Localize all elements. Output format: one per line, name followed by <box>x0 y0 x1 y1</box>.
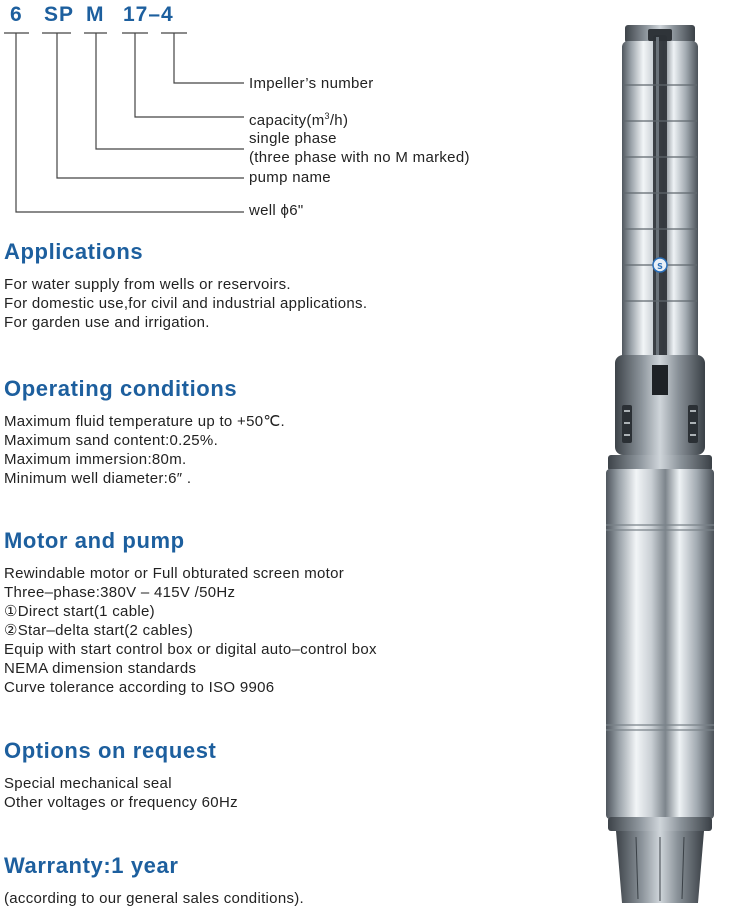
motor-pump-line: Rewindable motor or Full obturated screen motor <box>4 565 345 582</box>
operating-condition-line: Maximum immersion:80m. <box>4 451 187 468</box>
operating-conditions-heading: Operating conditions <box>4 376 238 401</box>
options-list <box>4 774 524 812</box>
warranty-line: (according to our general sales conditions). <box>4 890 305 907</box>
options-heading: Options on request <box>4 738 217 763</box>
legend-capacity: $capacity(m^3/h)$ <box>249 111 349 129</box>
operating-conditions-section <box>4 376 524 488</box>
motor-and-pump-list <box>4 564 524 697</box>
applications-line: For domestic use,for civil and industrial applications. <box>4 295 368 312</box>
options-section <box>4 738 524 812</box>
applications-line: For garden use and irrigation. <box>4 314 210 331</box>
motor-pump-line: Equip with start control box or digital auto–control box <box>4 641 377 658</box>
applications-list <box>4 275 524 332</box>
warranty-list <box>4 889 524 908</box>
legend-pump-name: pump name <box>249 169 331 186</box>
svg-text:S: S <box>657 262 663 271</box>
code-part-capacity-impellers: 17–4 <box>123 3 174 26</box>
code-part-pump-name: SP <box>44 3 75 26</box>
legend-impeller-number: Impeller’s number <box>249 75 374 92</box>
option-line: Other voltages or frequency 60Hz <box>4 794 238 811</box>
option-line: Special mechanical seal <box>4 775 172 792</box>
operating-condition-line: Maximum fluid temperature up to +50℃. <box>4 413 285 430</box>
submersible-pump-image <box>590 25 730 905</box>
applications-line: For water supply from wells or reservoirs. <box>4 276 291 293</box>
motor-pump-line: NEMA dimension standards <box>4 660 197 677</box>
legend-well-size: well ϕ6" <box>249 202 304 219</box>
operating-condition-line: Minimum well diameter:6″ . <box>4 470 192 487</box>
motor-pump-line: ①Direct start(1 cable) <box>4 603 155 620</box>
legend-single-phase: single phase <box>249 130 337 147</box>
motor-and-pump-section <box>4 528 524 697</box>
applications-heading: Applications <box>4 239 144 264</box>
code-part-well-size: 6 <box>10 3 23 26</box>
operating-conditions-list <box>4 412 524 488</box>
motor-pump-line: ②Star–delta start(2 cables) <box>4 622 194 639</box>
motor-and-pump-heading: Motor and pump <box>4 528 185 553</box>
warranty-section <box>4 853 524 908</box>
warranty-heading: Warranty:1 year <box>4 853 179 878</box>
operating-condition-line: Maximum sand content:0.25%. <box>4 432 219 449</box>
motor-pump-line: Curve tolerance according to ISO 9906 <box>4 679 275 696</box>
legend-three-phase-note: (three phase with no M marked) <box>249 149 470 166</box>
applications-section <box>4 239 524 332</box>
code-part-phase: M <box>86 3 105 26</box>
model-code-diagram <box>0 0 520 230</box>
motor-pump-line: Three–phase:380V – 415V /50Hz <box>4 584 236 601</box>
